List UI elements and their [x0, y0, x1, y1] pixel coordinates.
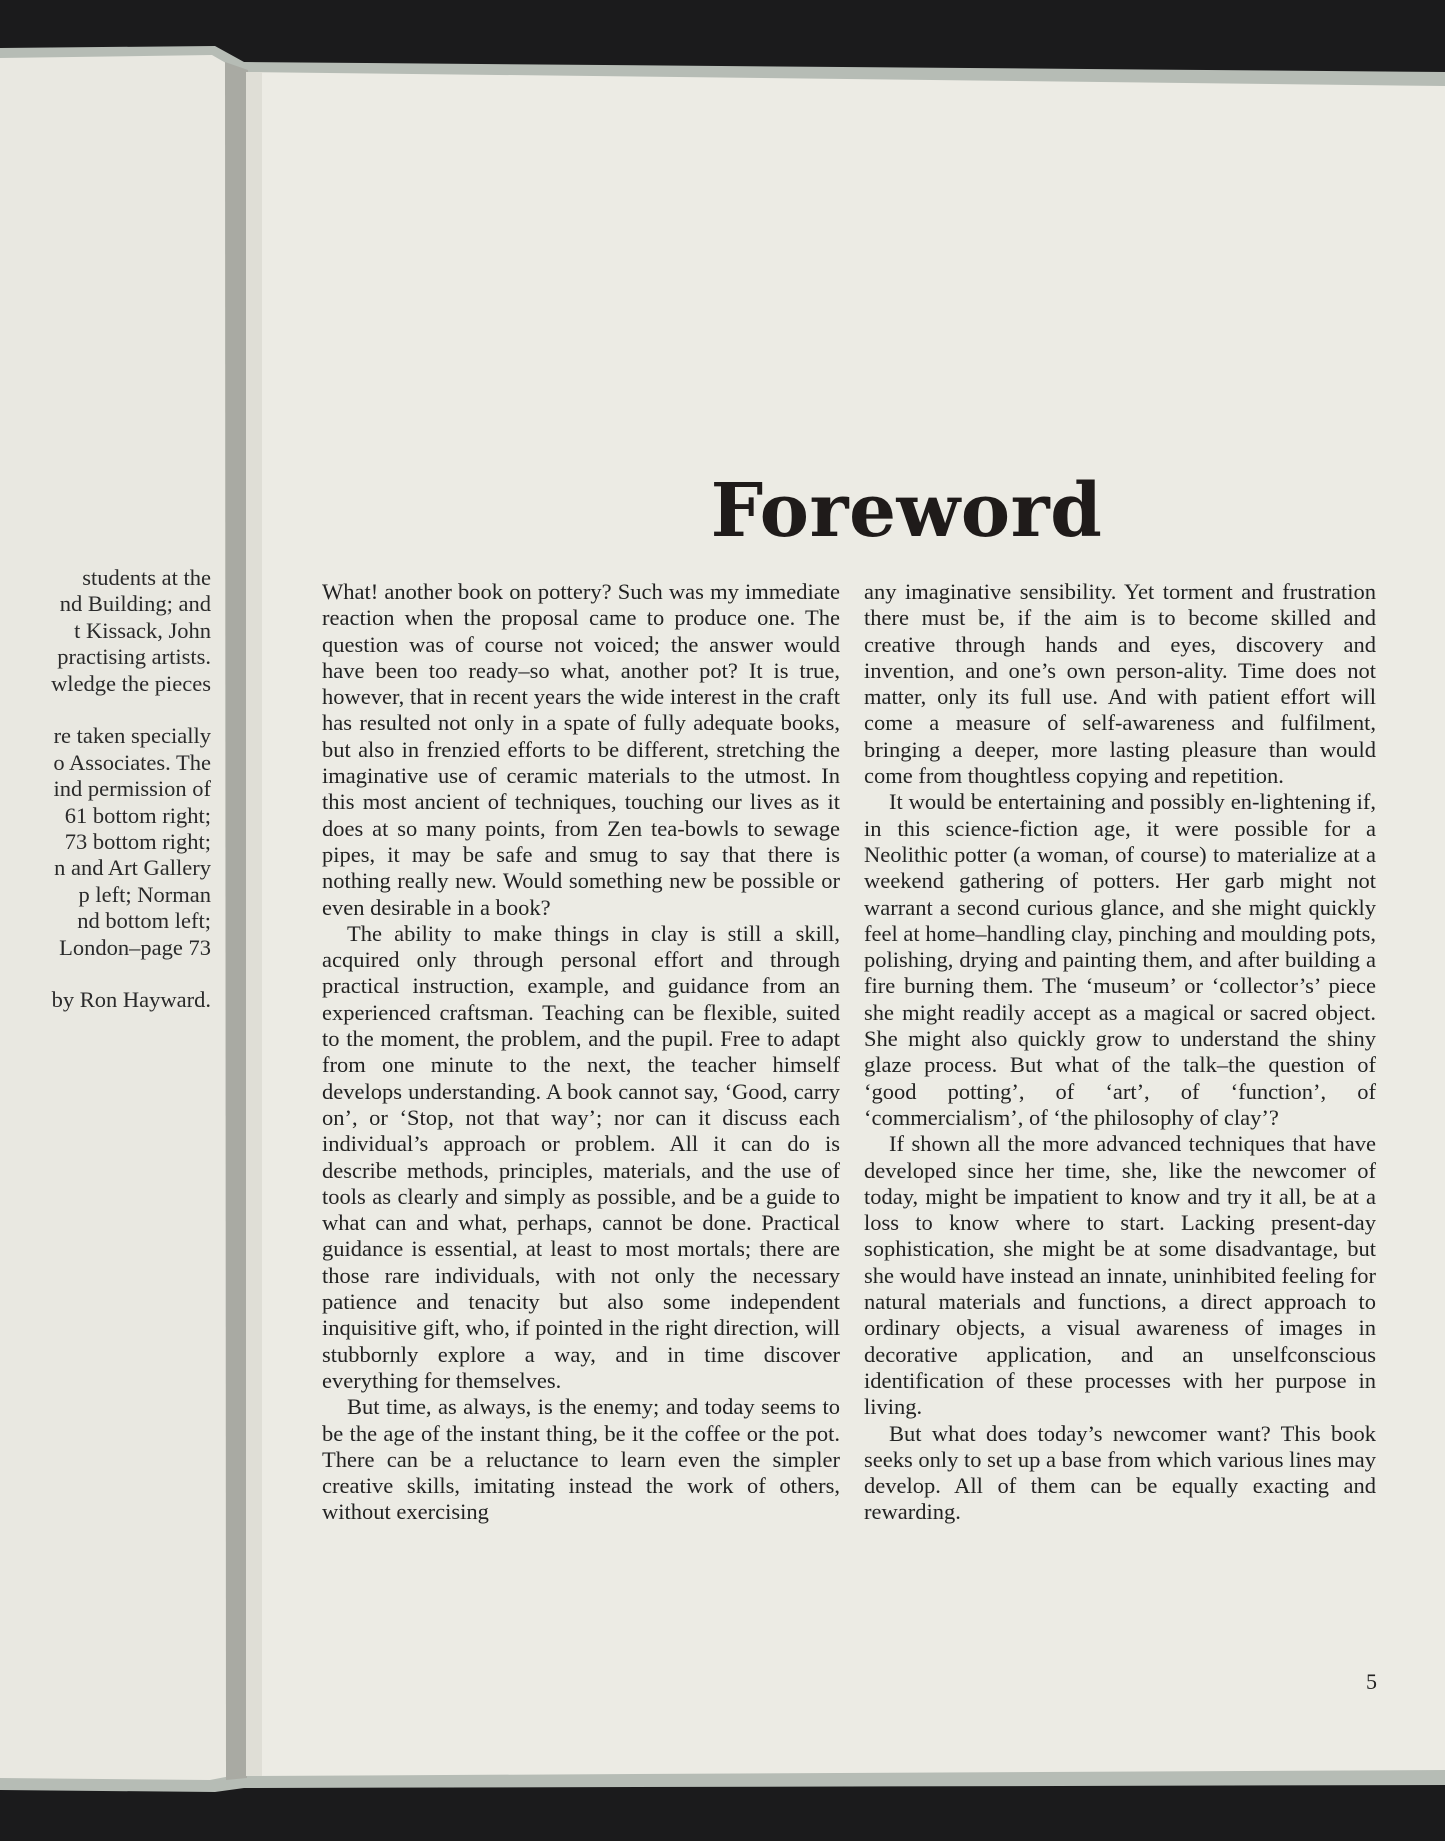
left-line: London–page 73 [59, 934, 211, 960]
text-column-right [864, 579, 1376, 1526]
left-line: re taken specially [53, 723, 211, 749]
left-line: practising artists. [57, 644, 211, 670]
paragraph: The ability to make things in clay is still a skill, acquired only through personal effort and through practical instruction, example, and guidance from an experienced craftsman. Teaching can be flexible, suited to the moment, the problem, and the pupil. Free to adapt from one minute to the next, the teacher himself develops understanding. A book cannot say, ‘Good, carry on’, or ‘Stop, not that way’; nor can it discuss each individual’s approach or problem. All it can do is describe methods, principles, materials, and the use of tools as clearly and simply as possible, and be a guide to what can and what, perhaps, cannot be done. Practical guidance is essential, at least to most mortals; there are those rare individuals, with not only the necessary patience and tenacity but also some independent inquisitive gift, who, if pointed in the right direction, will stubbornly explore a way, and in time discover everything for themselves. [322, 920, 840, 1393]
paragraph: If shown all the more advanced techniques that have developed since her time, she, like the newcomer of today, might be impatient to know and try it all, be at a loss to know where to start. Lacking present-day sophistication, she might be at some disadvantage, but she would have instead an innate, uninhibited feeling for natural materials and functions, a direct approach to ordinary objects, a visual awareness of images in decorative application, and an unselfconscious identification of these processes with her purpose in living. [864, 1131, 1376, 1420]
photo-credit: by Ron Hayward. [51, 987, 211, 1013]
text-column-left [322, 579, 840, 1526]
paragraph: It would be entertaining and possibly en-lightening if, in this science-fiction age, it were possible for a Neolithic potter (a woman, of course) to materialize at a weekend gathering of potters. Her garb might not warrant a second curious glance, and she might quickly feel at home–handling clay, pinching and moulding pots, polishing, drying and painting them, and after building a fire burning them. The ‘museum’ or ‘collector’s’ piece she might readily accept as a magical or sacred object. She might also quickly grow to understand the shiny glaze process. But what of the talk–the question of ‘good potting’, of ‘art’, of ‘function’, of ‘commercialism’, of ‘the philosophy of clay’? [864, 789, 1376, 1130]
paragraph: any imaginative sensibility. Yet torment and frustration there must be, if the aim is to become skilled and creative through hands and eyes, discovery and invention, and one’s own person-ality. Time does not matter, only its full use. And with patient effort will come a measure of self-awareness and fulfilment, bringing a deeper, more lasting pleasure than would come from thoughtless copying and repetition. [864, 579, 1376, 789]
page-number: 5 [1366, 1669, 1377, 1694]
left-page-text [0, 565, 211, 1014]
left-spacer [0, 697, 211, 723]
left-line: n and Art Gallery [54, 855, 211, 881]
left-line: t Kissack, John [74, 617, 211, 643]
left-line: wledge the pieces [51, 670, 211, 696]
paragraph: But time, as always, is the enemy; and today seems to be the age of the instant thing, be it the coffee or the pot. There can be a reluctance to learn even the simpler creative skills, imitating instead the work of others, without exercising [322, 1394, 840, 1525]
paragraph: But what does today’s newcomer want? This book seeks only to set up a base from which various lines may develop. All of them can be equally exacting and rewarding. [864, 1420, 1376, 1525]
left-line: nd Building; and [59, 591, 211, 617]
page-title: Foreword [710, 468, 1103, 554]
left-line: ind permission of [53, 776, 211, 802]
right-page [244, 74, 1445, 1774]
left-line: students at the [82, 565, 211, 590]
left-line: 73 bottom right; [64, 829, 211, 855]
left-line: nd bottom left; [77, 908, 211, 934]
paragraph: What! another book on pottery? Such was my immediate reaction when the proposal came to produce one. The question was of course not voiced; the answer would have been too ready–so what, another pot? It is true, however, that in recent years the wide interest in the craft has resulted not only in a spate of fully adequate books, but also in frenzied efforts to be different, stretching the imaginative use of ceramic materials to the utmost. In this most ancient of techniques, touching our lives as it does at so many points, from Zen tea-bowls to sewage pipes, it may be safe and smug to say that there is nothing really new. Would something new be possible or even desirable in a book? [322, 579, 840, 920]
left-line: o Associates. The [53, 749, 211, 775]
left-line: 61 bottom right; [64, 802, 211, 828]
left-line: p left; Norman [78, 881, 211, 907]
left-page [0, 56, 238, 1756]
